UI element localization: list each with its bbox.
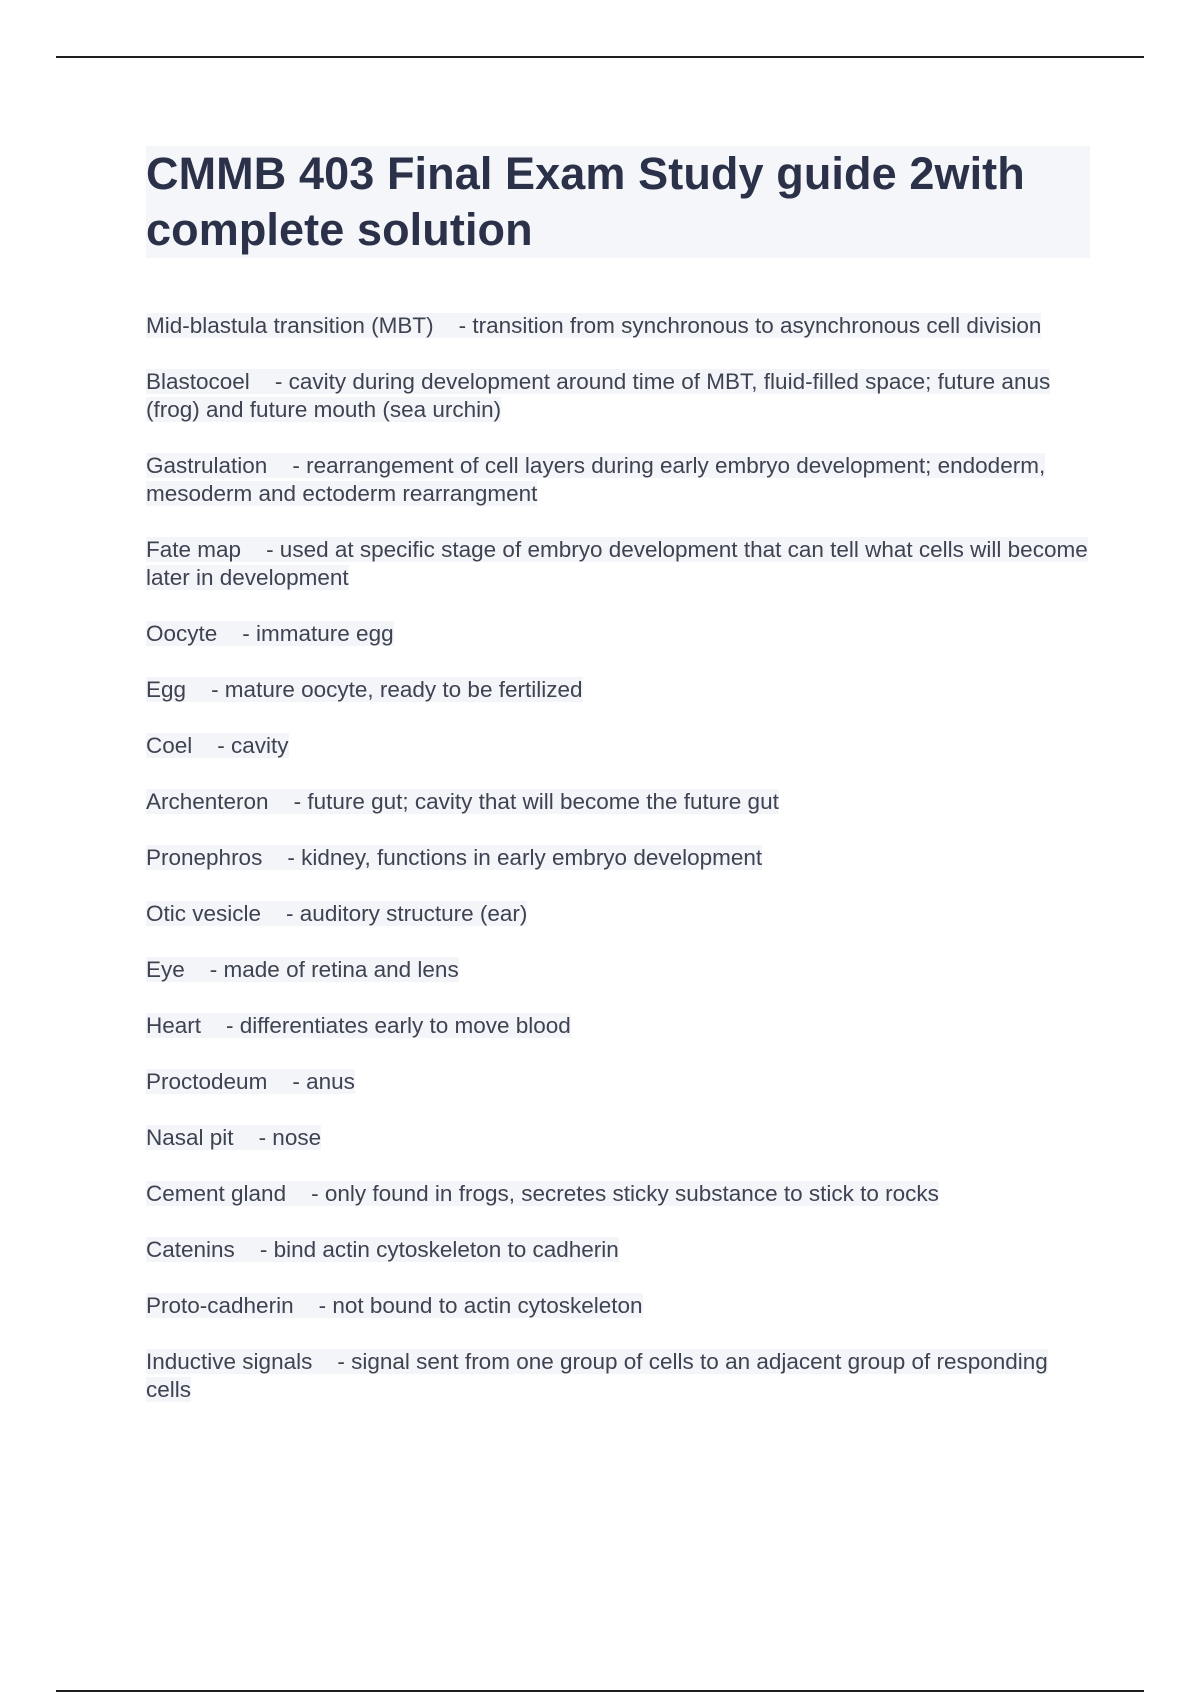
entry-term: Cement gland bbox=[146, 1181, 287, 1206]
entry-definition: - not bound to actin cytoskeleton bbox=[318, 1293, 643, 1318]
entry-definition: - anus bbox=[292, 1069, 355, 1094]
entry-definition: - bind actin cytoskeleton to cadherin bbox=[259, 1237, 619, 1262]
entry-definition: - nose bbox=[258, 1125, 322, 1150]
entry-term: Eye bbox=[146, 957, 185, 982]
glossary-entry bbox=[146, 620, 1090, 648]
glossary-entry bbox=[146, 900, 1090, 928]
glossary-entry bbox=[146, 452, 1090, 508]
glossary-entry bbox=[146, 676, 1090, 704]
entry-term: Proctodeum bbox=[146, 1069, 268, 1094]
glossary-entry bbox=[146, 536, 1090, 592]
entry-term: Nasal pit bbox=[146, 1125, 234, 1150]
entry-definition: - auditory structure (ear) bbox=[286, 901, 528, 926]
entry-definition: - transition from synchronous to asynchronous cell division bbox=[458, 313, 1042, 338]
glossary-entry bbox=[146, 1124, 1090, 1152]
top-rule bbox=[56, 56, 1144, 58]
glossary-list bbox=[146, 312, 1090, 1404]
entry-term: Blastocoel bbox=[146, 369, 250, 394]
entry-term: Otic vesicle bbox=[146, 901, 262, 926]
entry-term: Archenteron bbox=[146, 789, 269, 814]
glossary-entry bbox=[146, 732, 1090, 760]
entry-term: Inductive signals bbox=[146, 1349, 313, 1374]
entry-term: Gastrulation bbox=[146, 453, 268, 478]
entry-term: Coel bbox=[146, 733, 193, 758]
glossary-entry bbox=[146, 1012, 1090, 1040]
page-title: CMMB 403 Final Exam Study guide 2with complete solution bbox=[146, 146, 1090, 258]
bottom-rule bbox=[56, 1690, 1144, 1692]
entry-term: Fate map bbox=[146, 537, 242, 562]
entry-definition: - rearrangement of cell layers during early embryo development; endoderm, mesoderm and ectoderm rearrangment bbox=[146, 453, 1046, 506]
entry-term: Oocyte bbox=[146, 621, 218, 646]
entry-definition: - differentiates early to move blood bbox=[226, 1013, 571, 1038]
entry-definition: - only found in frogs, secretes sticky substance to stick to rocks bbox=[311, 1181, 939, 1206]
entry-definition: - signal sent from one group of cells to an adjacent group of responding cells bbox=[146, 1349, 1048, 1402]
glossary-entry bbox=[146, 788, 1090, 816]
entry-term: Egg bbox=[146, 677, 187, 702]
glossary-entry bbox=[146, 1180, 1090, 1208]
glossary-entry bbox=[146, 844, 1090, 872]
entry-term: Pronephros bbox=[146, 845, 263, 870]
entry-definition: - used at specific stage of embryo development that can tell what cells will become later in development bbox=[146, 537, 1088, 590]
glossary-entry bbox=[146, 1292, 1090, 1320]
entry-term: Mid-blastula transition (MBT) bbox=[146, 313, 434, 338]
entry-definition: - mature oocyte, ready to be fertilized bbox=[211, 677, 583, 702]
entry-definition: - cavity bbox=[217, 733, 289, 758]
glossary-entry bbox=[146, 368, 1090, 424]
entry-term: Catenins bbox=[146, 1237, 235, 1262]
glossary-entry bbox=[146, 956, 1090, 984]
entry-definition: - kidney, functions in early embryo development bbox=[287, 845, 763, 870]
entry-term: Proto-cadherin bbox=[146, 1293, 294, 1318]
document-body bbox=[146, 146, 1090, 1432]
entry-term: Heart bbox=[146, 1013, 202, 1038]
entry-definition: - made of retina and lens bbox=[209, 957, 459, 982]
entry-definition: - future gut; cavity that will become the future gut bbox=[293, 789, 779, 814]
glossary-entry bbox=[146, 1068, 1090, 1096]
glossary-entry bbox=[146, 1348, 1090, 1404]
entry-definition: - cavity during development around time of MBT, fluid-filled space; future anus (frog) and future mouth (sea urchin) bbox=[146, 369, 1051, 422]
entry-definition: - immature egg bbox=[242, 621, 394, 646]
glossary-entry bbox=[146, 1236, 1090, 1264]
glossary-entry bbox=[146, 312, 1090, 340]
